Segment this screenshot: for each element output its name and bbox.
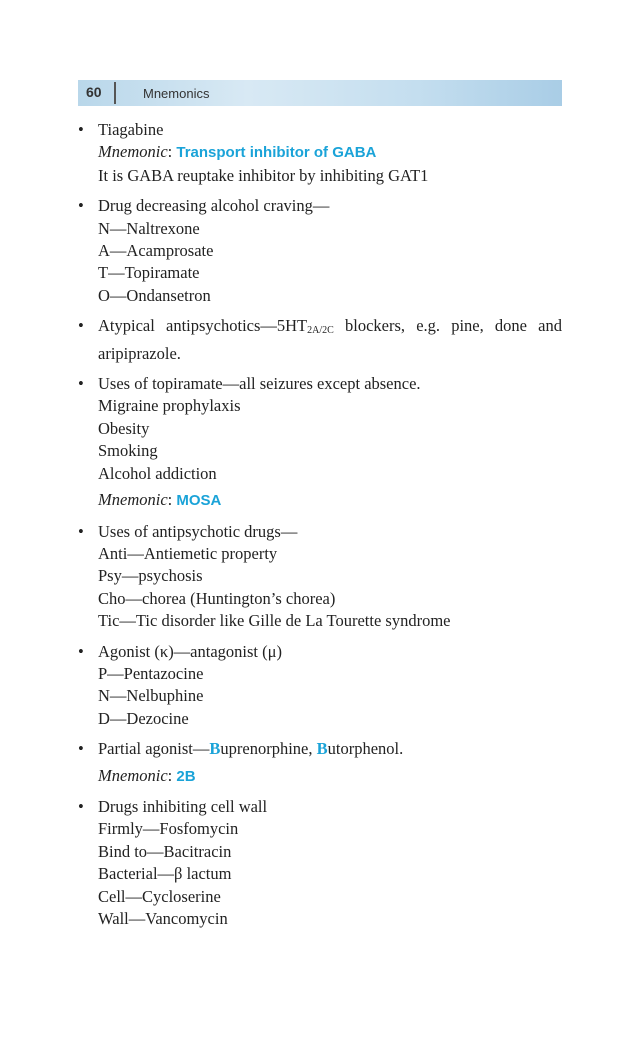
list-item-alcohol-craving [78, 195, 562, 307]
entry-line: Anti—Antiemetic property [98, 543, 278, 563]
section-title: Mnemonics [143, 86, 210, 101]
entry-line: T—Topiramate [98, 263, 200, 283]
entry-line: Bind to—Bacitracin [98, 841, 232, 861]
entry-line: Bacterial—β lactum [98, 864, 232, 884]
bullet: • [78, 739, 84, 759]
bullet: • [78, 316, 84, 336]
mnemonic-highlight: MOSA [176, 492, 222, 510]
text-after: blockers, e.g. pine, done and aripiprazole. [98, 316, 562, 363]
entry-line: N—Nelbuphine [98, 686, 204, 706]
entry-text [98, 738, 562, 760]
mnemonic-line [98, 489, 562, 512]
colon: : [167, 765, 177, 785]
entry-line: N—Naltrexone [98, 218, 200, 238]
entry-line: Wall—Vancomycin [98, 909, 228, 928]
bullet: • [78, 796, 84, 816]
entry-line: Tic—Tic disorder like Gille de La Tourette syndrome [98, 611, 451, 631]
entry-note: It is GABA reuptake inhibitor by inhibiting GAT1 [98, 165, 429, 185]
mnemonic-line [98, 141, 562, 164]
mnemonic-label: Mnemonic [98, 490, 168, 510]
entry-line: Cho—chorea (Huntington’s chorea) [98, 588, 336, 608]
list-item-topiramate [78, 373, 562, 512]
entry-line: Cell—Cycloserine [98, 886, 221, 906]
entry-line: A—Acamprosate [98, 241, 214, 261]
mnemonic-highlight: 2B [176, 767, 196, 785]
highlight-letter: B [316, 739, 328, 759]
entry-title: Uses of topiramate—all seizures except absence. [98, 374, 421, 394]
entry-title: Drug decreasing alcohol craving— [98, 196, 330, 216]
bullet: • [78, 641, 84, 661]
list-item-antipsychotic-uses [78, 521, 562, 633]
mnemonic-highlight: Transport inhibitor of GABA [176, 144, 377, 162]
page-number: 60 [86, 84, 102, 100]
entry-title: Tiagabine [98, 120, 164, 139]
list-item-agonist-antagonist [78, 641, 562, 731]
entry-line: Smoking [98, 441, 158, 461]
entry-title: Agonist (κ)—antagonist (μ) [98, 641, 282, 661]
mnemonic-line [98, 765, 562, 788]
entry-line: P—Pentazocine [98, 663, 204, 683]
highlight-letter: B [209, 739, 221, 759]
entry-title: Uses of antipsychotic drugs— [98, 521, 298, 541]
text-before: Atypical antipsychotics—5HT [98, 316, 308, 336]
bullet: • [78, 521, 84, 541]
bullet: • [78, 120, 84, 139]
colon: : [167, 142, 177, 162]
text-prefix: Partial agonist— [98, 739, 210, 759]
entry-line: Alcohol addiction [98, 463, 217, 483]
entry-line: Obesity [98, 418, 150, 438]
list-item-tiagabine [78, 119, 562, 187]
colon: : [167, 490, 177, 510]
entry-line: D—Dezocine [98, 708, 189, 728]
subscript: 2A/2C [307, 325, 334, 337]
list-item-atypical-antipsychotics [78, 315, 562, 365]
bullet: • [78, 196, 84, 216]
entry-line: Migraine prophylaxis [98, 396, 241, 416]
entry-line: Psy—psychosis [98, 566, 203, 586]
entry-text [98, 315, 562, 365]
header-divider [114, 82, 116, 104]
entry-line: Firmly—Fosfomycin [98, 819, 239, 839]
mnemonic-label: Mnemonic [98, 765, 168, 785]
mnemonic-label: Mnemonic [98, 142, 168, 162]
bullet: • [78, 374, 84, 394]
mnemonics-list [78, 119, 562, 938]
text-rest: uprenorphine, [220, 739, 317, 759]
list-item-partial-agonist [78, 738, 562, 788]
list-item-cell-wall [78, 796, 562, 930]
entry-title: Drugs inhibiting cell wall [98, 796, 268, 816]
text-rest: utorphenol. [327, 739, 404, 759]
entry-line: O—Ondansetron [98, 285, 211, 305]
